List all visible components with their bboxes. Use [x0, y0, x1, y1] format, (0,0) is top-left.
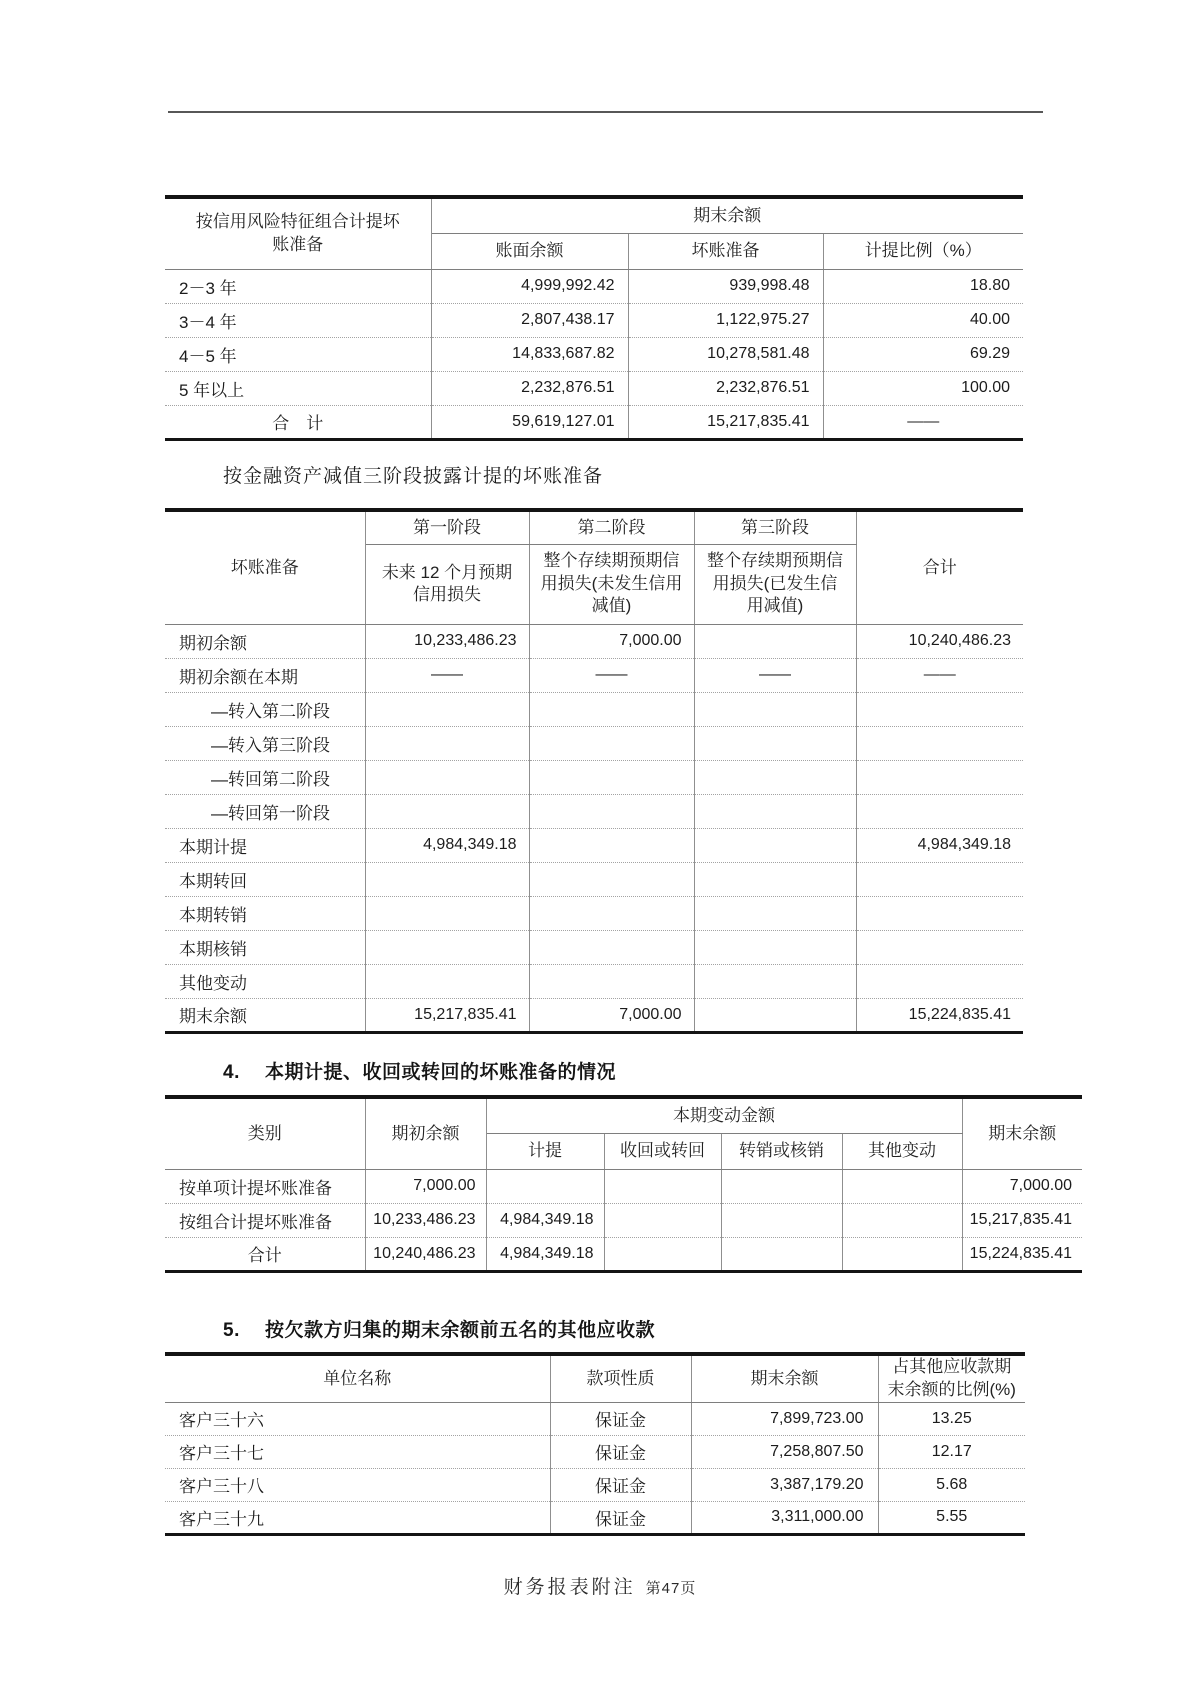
table-header-row: [165, 1354, 1025, 1402]
table-cell: 69.29: [823, 337, 1023, 371]
table-row: [165, 760, 1023, 794]
table-row: [165, 964, 1023, 998]
credit-risk-provision-table: [165, 195, 1023, 441]
col-header-opening-balance: 期初余额: [365, 1097, 486, 1169]
col-header-recovered-or-reversed: 收回或转回: [604, 1133, 721, 1169]
table-cell: 7,000.00: [365, 1169, 486, 1203]
table-cell: [365, 794, 529, 828]
table-cell: 本期转回: [165, 862, 365, 896]
table-cell: 10,233,486.23: [365, 624, 529, 658]
col-header-ending-balance-group: 期末余额: [431, 197, 1023, 233]
table-cell: 4,999,992.42: [431, 269, 628, 303]
col-header-book-balance: 账面余额: [431, 233, 628, 269]
table-cell: [694, 896, 856, 930]
table-cell: 15,224,835.41: [962, 1237, 1082, 1271]
table-row: [165, 269, 1023, 303]
table-cell: 保证金: [550, 1435, 691, 1468]
col-header-entity-name: 单位名称: [165, 1354, 550, 1402]
table-cell: 保证金: [550, 1402, 691, 1435]
table-cell: [365, 862, 529, 896]
table-cell: 4,984,349.18: [486, 1203, 604, 1237]
table-cell: [842, 1237, 962, 1271]
table-cell: [529, 930, 694, 964]
table-cell: 客户三十八: [165, 1468, 550, 1501]
table-cell: 客户三十六: [165, 1402, 550, 1435]
table-row: [165, 371, 1023, 405]
col-header-bad-debt-provision: 坏账准备: [165, 510, 365, 624]
table-cell: [694, 692, 856, 726]
table-cell: 保证金: [550, 1468, 691, 1501]
table-cell: —转回第一阶段: [165, 794, 365, 828]
table-cell: [529, 862, 694, 896]
table-cell: 其他变动: [165, 964, 365, 998]
table-cell: 3,311,000.00: [691, 1501, 878, 1534]
section-5-title: 按欠款方归集的期末余额前五名的其他应收款: [265, 1320, 656, 1341]
table-cell: 4,984,349.18: [365, 828, 529, 862]
table-cell: [856, 930, 1023, 964]
table-cell: ——: [823, 405, 1023, 439]
table-row: [165, 998, 1023, 1032]
col-header-bad-debt-provision: 坏账准备: [628, 233, 823, 269]
col-header-total: 合计: [856, 510, 1023, 624]
footer-page-number: 第47页: [645, 1580, 697, 1597]
top-five-receivables-table: [165, 1352, 1025, 1536]
table-cell: 期初余额在本期: [165, 658, 365, 692]
section-4-number: 4.: [223, 1062, 240, 1083]
table-cell: 59,619,127.01: [431, 405, 628, 439]
table-cell: [529, 964, 694, 998]
table-cell: [721, 1203, 842, 1237]
col-header-ending-balance: 期末余额: [962, 1097, 1082, 1169]
table-row: [165, 1468, 1025, 1501]
table-row: [165, 1237, 1082, 1271]
table-cell: [529, 760, 694, 794]
table-cell: 15,217,835.41: [628, 405, 823, 439]
table-cell: [529, 794, 694, 828]
table-cell: 按单项计提坏账准备: [165, 1169, 365, 1203]
table-header-row: [165, 197, 1023, 233]
section-5-number: 5.: [223, 1320, 240, 1341]
table-cell: [365, 930, 529, 964]
table-cell: [856, 726, 1023, 760]
table-cell: ——: [365, 658, 529, 692]
col-header-lifetime-ecl-no-impairment: 整个存续期预期信用损失(未发生信用减值): [529, 544, 694, 624]
table-row: [165, 1501, 1025, 1534]
table-row: [165, 794, 1023, 828]
col-header-provision-ratio: 计提比例（%）: [823, 233, 1023, 269]
col-header-other-changes: 其他变动: [842, 1133, 962, 1169]
table-cell: [694, 964, 856, 998]
table-cell: [694, 760, 856, 794]
table-row: [165, 1203, 1082, 1237]
current-period-provision-table: [165, 1095, 1082, 1273]
impairment-three-stage-table: [165, 508, 1023, 1034]
table-cell: 本期核销: [165, 930, 365, 964]
table-cell: 4－5 年: [165, 337, 431, 371]
col-header-category: 类别: [165, 1097, 365, 1169]
col-header-provision: 计提: [486, 1133, 604, 1169]
table-cell: 2,232,876.51: [628, 371, 823, 405]
col-header-period-change-group: 本期变动金额: [486, 1097, 962, 1133]
table-cell: —转回第二阶段: [165, 760, 365, 794]
table-cell: 3,387,179.20: [691, 1468, 878, 1501]
table-cell: 12.17: [878, 1435, 1025, 1468]
table-cell: [842, 1203, 962, 1237]
table-cell: 5.55: [878, 1501, 1025, 1534]
table-cell: [529, 692, 694, 726]
table-cell: 4,984,349.18: [486, 1237, 604, 1271]
table-cell: 7,899,723.00: [691, 1402, 878, 1435]
section-4-heading: [223, 1057, 616, 1084]
table-cell: [365, 726, 529, 760]
table-row: [165, 303, 1023, 337]
table-row: [165, 658, 1023, 692]
table-cell: 7,258,807.50: [691, 1435, 878, 1468]
table-cell: [365, 896, 529, 930]
table-cell: [365, 692, 529, 726]
col-header-ratio-of-total: 占其他应收款期末余额的比例(%): [878, 1354, 1025, 1402]
table-cell: 合计: [165, 1237, 365, 1271]
table-cell: 2,232,876.51: [431, 371, 628, 405]
table-cell: 13.25: [878, 1402, 1025, 1435]
table-cell: [721, 1237, 842, 1271]
table-cell: —转入第三阶段: [165, 726, 365, 760]
table-cell: 期初余额: [165, 624, 365, 658]
footer-title: 财务报表附注: [503, 1577, 636, 1598]
table-cell: [694, 726, 856, 760]
table-cell: [365, 760, 529, 794]
table-row: [165, 337, 1023, 371]
table-row: [165, 1402, 1025, 1435]
col-header-12m-ecl: 未来 12 个月预期信用损失: [365, 544, 529, 624]
table-cell: 合 计: [165, 405, 431, 439]
table-cell: ——: [856, 658, 1023, 692]
table-cell: [856, 862, 1023, 896]
table-cell: [694, 828, 856, 862]
table-row: [165, 1169, 1082, 1203]
col-header-ending-balance: 期末余额: [691, 1354, 878, 1402]
table-cell: —转入第二阶段: [165, 692, 365, 726]
table-cell: [604, 1169, 721, 1203]
header-rule: [168, 111, 1043, 113]
table-cell: 7,000.00: [529, 624, 694, 658]
table-row: [165, 896, 1023, 930]
table-cell: 18.80: [823, 269, 1023, 303]
table-cell: 939,998.48: [628, 269, 823, 303]
table-cell: 2,807,438.17: [431, 303, 628, 337]
table-row: [165, 405, 1023, 439]
table-cell: 5 年以上: [165, 371, 431, 405]
table-cell: [856, 896, 1023, 930]
table-cell: [694, 794, 856, 828]
section-5-heading: [223, 1315, 655, 1342]
table-row: [165, 624, 1023, 658]
table-cell: 保证金: [550, 1501, 691, 1534]
page-footer: [0, 1572, 1200, 1599]
table-cell: 1,122,975.27: [628, 303, 823, 337]
table-cell: [856, 794, 1023, 828]
table-cell: 7,000.00: [529, 998, 694, 1032]
table-cell: 10,278,581.48: [628, 337, 823, 371]
table-cell: [856, 760, 1023, 794]
table-header-row: [165, 510, 1023, 544]
table-row: [165, 828, 1023, 862]
table-cell: 3－4 年: [165, 303, 431, 337]
table-cell: 7,000.00: [962, 1169, 1082, 1203]
table-cell: 2－3 年: [165, 269, 431, 303]
table-cell: 100.00: [823, 371, 1023, 405]
table-cell: 14,833,687.82: [431, 337, 628, 371]
table-cell: 客户三十七: [165, 1435, 550, 1468]
table-cell: [529, 896, 694, 930]
table-cell: [842, 1169, 962, 1203]
table-cell: 15,224,835.41: [856, 998, 1023, 1032]
impairment-stages-subtitle: 按金融资产减值三阶段披露计提的坏账准备: [223, 466, 604, 487]
col-header-stage-1: 第一阶段: [365, 510, 529, 544]
col-header-nature-of-payment: 款项性质: [550, 1354, 691, 1402]
table-cell: [856, 692, 1023, 726]
table-row: [165, 692, 1023, 726]
table-cell: 10,233,486.23: [365, 1203, 486, 1237]
table-cell: 4,984,349.18: [856, 828, 1023, 862]
table-cell: 按组合计提坏账准备: [165, 1203, 365, 1237]
table-row: [165, 930, 1023, 964]
table-cell: [694, 624, 856, 658]
table-cell: [694, 862, 856, 896]
table-cell: 期末余额: [165, 998, 365, 1032]
col-header-written-off: 转销或核销: [721, 1133, 842, 1169]
table-cell: 本期计提: [165, 828, 365, 862]
table-cell: [694, 998, 856, 1032]
table-cell: ——: [529, 658, 694, 692]
table-cell: [856, 964, 1023, 998]
col-header-lifetime-ecl-impaired: 整个存续期预期信用损失(已发生信用减值): [694, 544, 856, 624]
col-header-stage-2: 第二阶段: [529, 510, 694, 544]
table-cell: 40.00: [823, 303, 1023, 337]
table-cell: [694, 930, 856, 964]
table-cell: [529, 726, 694, 760]
table-cell: [604, 1237, 721, 1271]
table-cell: [721, 1169, 842, 1203]
table-cell: 本期转销: [165, 896, 365, 930]
table-cell: [365, 964, 529, 998]
table-cell: 10,240,486.23: [365, 1237, 486, 1271]
table-row: [165, 862, 1023, 896]
col-header-category: 按信用风险特征组合计提坏账准备: [165, 197, 431, 269]
section-4-title: 本期计提、收回或转回的坏账准备的情况: [265, 1062, 617, 1083]
table-cell: 10,240,486.23: [856, 624, 1023, 658]
table-cell: 客户三十九: [165, 1501, 550, 1534]
table-cell: 5.68: [878, 1468, 1025, 1501]
col-header-stage-3: 第三阶段: [694, 510, 856, 544]
table-row: [165, 726, 1023, 760]
table-row: [165, 1435, 1025, 1468]
table-cell: [604, 1203, 721, 1237]
table-cell: [529, 828, 694, 862]
table-cell: 15,217,835.41: [365, 998, 529, 1032]
table-cell: 15,217,835.41: [962, 1203, 1082, 1237]
table-cell: ——: [694, 658, 856, 692]
table-cell: [486, 1169, 604, 1203]
table-header-row: [165, 1097, 1082, 1133]
